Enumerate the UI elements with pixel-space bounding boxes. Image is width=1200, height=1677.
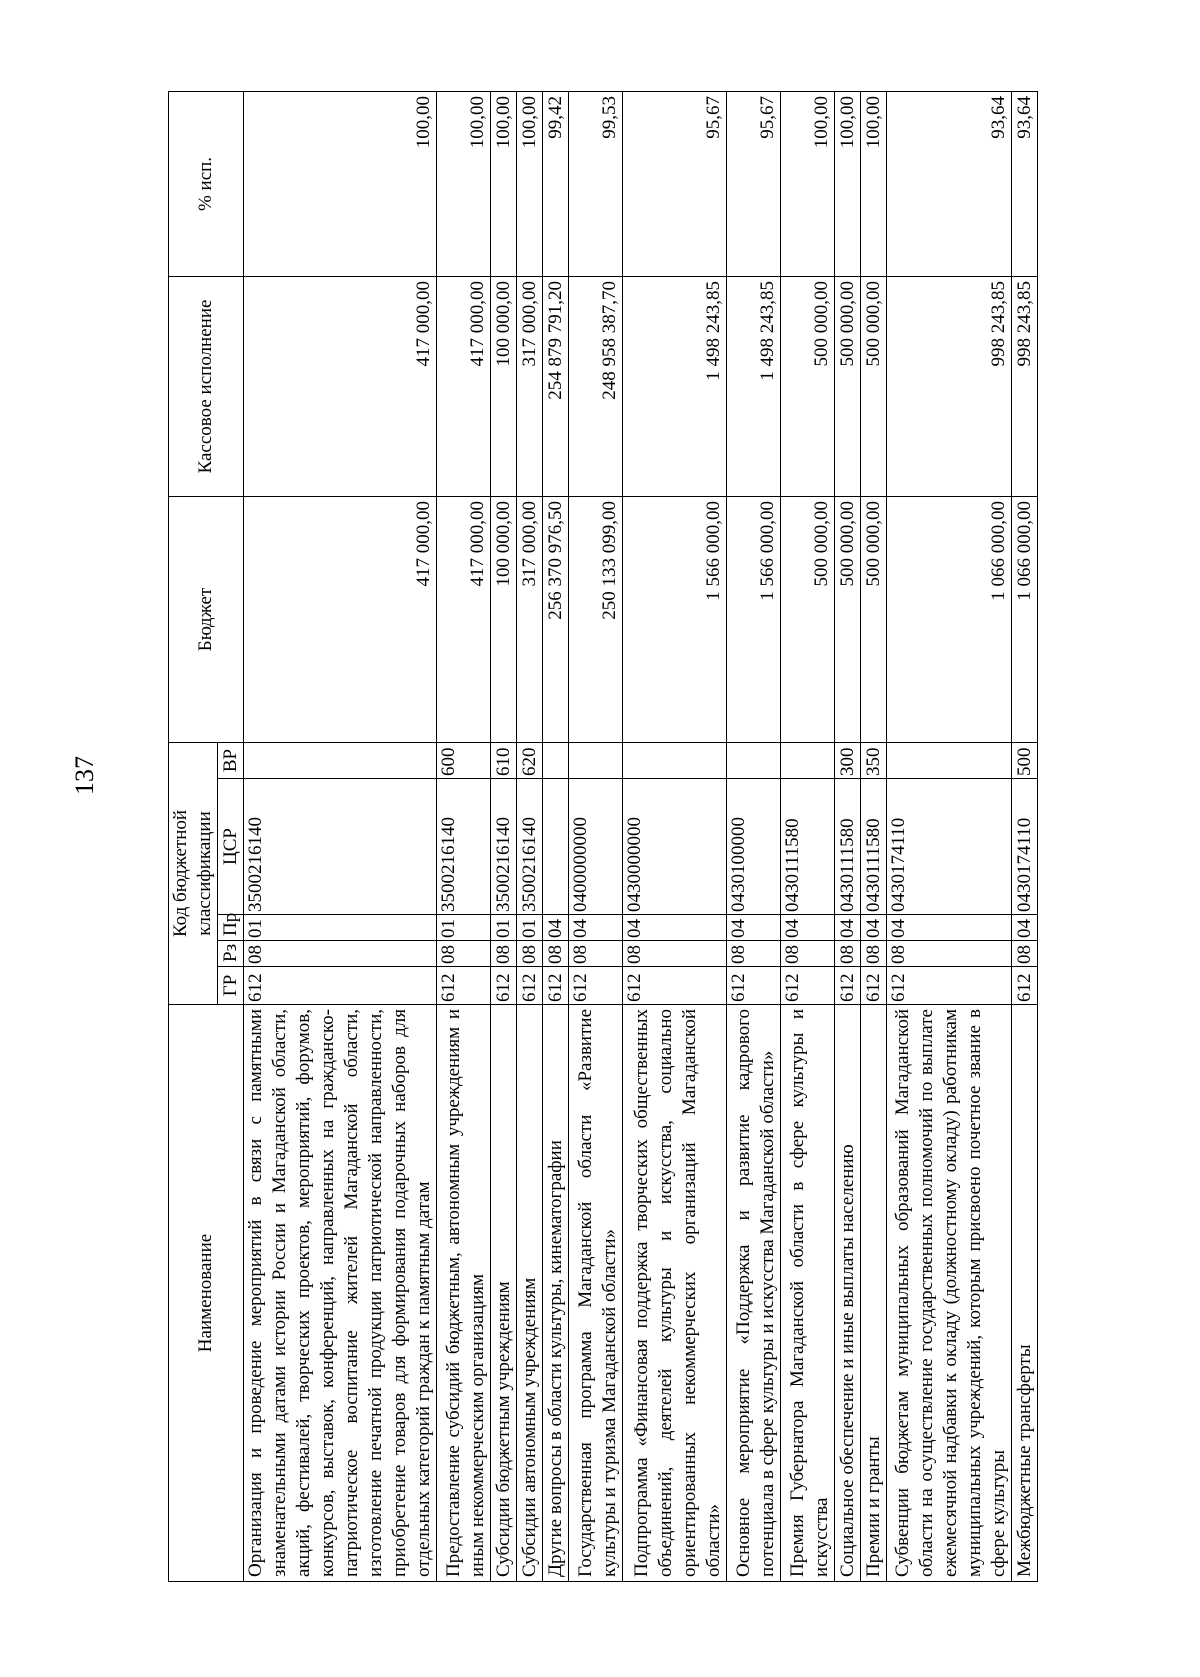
row-vr: 610 [491, 742, 517, 778]
row-budget: 256 370 976,50 [543, 496, 569, 742]
row-gr: 612 [623, 967, 727, 1005]
row-cash: 1 498 243,85 [623, 276, 727, 496]
row-cash: 417 000,00 [244, 276, 437, 496]
row-pct: 95,67 [623, 91, 727, 276]
row-budget: 250 133 099,00 [569, 496, 623, 742]
row-gr: 612 [1012, 967, 1038, 1005]
row-csr: 0430174110 [887, 779, 1012, 915]
row-pct: 100,00 [244, 91, 437, 276]
row-rz: 08 [887, 941, 1012, 967]
row-rz: 08 [244, 941, 437, 967]
row-csr: 3500216140 [491, 779, 517, 915]
row-name: Организация и проведение мероприятий в связи с памятными знаменательными датами истории России и Магаданской области, акций, фестивалей, творческих проектов, мероприятий, форумов, конкурсов, выставок, конференций, направленных на гражданско-патриотическое воспитание жителей Магаданской области, изготовление печатной продукции патриотической направленности, приобретение товаров для формирования подарочных наборов для отдельных категорий граждан к памятным датам [244, 1005, 437, 1582]
row-budget: 500 000,00 [861, 496, 887, 742]
row-budget: 417 000,00 [244, 496, 437, 742]
row-rz: 08 [727, 941, 781, 967]
row-pr: 04 [835, 915, 861, 941]
row-pct: 99,42 [543, 91, 569, 276]
row-pct: 100,00 [861, 91, 887, 276]
row-pct: 100,00 [491, 91, 517, 276]
row-budget: 500 000,00 [781, 496, 835, 742]
table-row [569, 91, 623, 1581]
row-cash: 317 000,00 [517, 276, 543, 496]
row-gr: 612 [517, 967, 543, 1005]
row-cash: 500 000,00 [781, 276, 835, 496]
table-row [244, 91, 437, 1581]
row-rz: 08 [543, 941, 569, 967]
row-pr: 01 [517, 915, 543, 941]
row-vr: 620 [517, 742, 543, 778]
row-rz: 08 [569, 941, 623, 967]
row-vr: 600 [437, 742, 491, 778]
row-budget: 500 000,00 [835, 496, 861, 742]
row-pct: 100,00 [835, 91, 861, 276]
row-csr: 3500216140 [437, 779, 491, 915]
header-vr: ВР [218, 742, 244, 778]
row-pr: 04 [861, 915, 887, 941]
header-pr: Пр [218, 915, 244, 941]
row-csr: 0430111580 [835, 779, 861, 915]
rotated-table-wrapper [168, 92, 1035, 1582]
row-cash: 248 958 387,70 [569, 276, 623, 496]
row-budget: 1 566 000,00 [623, 496, 727, 742]
table-row [491, 91, 517, 1581]
row-name: Премия Губернатора Магаданской области в сфере культуры и искусства [781, 1005, 835, 1582]
row-vr [781, 742, 835, 778]
row-csr: 0430111580 [781, 779, 835, 915]
row-name: Субсидии бюджетным учреждениям [491, 1005, 517, 1582]
row-rz: 08 [623, 941, 727, 967]
row-cash: 254 879 791,20 [543, 276, 569, 496]
page-number: 137 [70, 756, 99, 795]
row-rz: 08 [835, 941, 861, 967]
table-row [887, 91, 1012, 1581]
row-cash: 500 000,00 [835, 276, 861, 496]
header-pct: % исп. [169, 91, 244, 276]
row-name: Субвенции бюджетам муниципальных образований Магаданской области на осуществление государственных полномочий по выплате ежемесячной надбавки к окладу (должностному окладу) работникам муниципальных учреждений, которым присвоено почетное звание в сфере культуры [887, 1005, 1012, 1582]
row-pr: 04 [781, 915, 835, 941]
row-pct: 100,00 [437, 91, 491, 276]
table-row [543, 91, 569, 1581]
row-csr: 0400000000 [569, 779, 623, 915]
row-vr: 350 [861, 742, 887, 778]
row-name: Субсидии автономным учреждениям [517, 1005, 543, 1582]
row-csr: 0430100000 [727, 779, 781, 915]
header-name: Наименование [169, 1005, 244, 1582]
row-cash: 998 243,85 [1012, 276, 1038, 496]
header-rz: Рз [218, 941, 244, 967]
row-pr: 04 [623, 915, 727, 941]
table-row [727, 91, 781, 1581]
row-gr: 612 [543, 967, 569, 1005]
row-name: Основное мероприятие «Поддержка и развитие кадрового потенциала в сфере культуры и искусства Магаданской области» [727, 1005, 781, 1582]
table-row [1012, 91, 1038, 1581]
row-pr: 04 [543, 915, 569, 941]
row-vr: 300 [835, 742, 861, 778]
row-csr: 0430111580 [861, 779, 887, 915]
row-cash: 1 498 243,85 [727, 276, 781, 496]
row-csr: 0430000000 [623, 779, 727, 915]
table-row [437, 91, 491, 1581]
row-gr: 612 [781, 967, 835, 1005]
row-vr [244, 742, 437, 778]
table-row [835, 91, 861, 1581]
row-csr: 3500216140 [517, 779, 543, 915]
row-name: Подпрограмма «Финансовая поддержка творческих общественных объединений, деятелей культуры и искусства, социально ориентированных некоммерческих организаций Магаданской области» [623, 1005, 727, 1582]
row-budget: 100 000,00 [491, 496, 517, 742]
row-vr: 500 [1012, 742, 1038, 778]
row-pct: 99,53 [569, 91, 623, 276]
row-gr: 612 [727, 967, 781, 1005]
row-rz: 08 [517, 941, 543, 967]
row-rz: 08 [861, 941, 887, 967]
row-cash: 500 000,00 [861, 276, 887, 496]
row-name: Премии и гранты [861, 1005, 887, 1582]
row-name: Государственная программа Магаданской области «Развитие культуры и туризма Магаданской области» [569, 1005, 623, 1582]
row-budget: 317 000,00 [517, 496, 543, 742]
row-pct: 100,00 [781, 91, 835, 276]
row-gr: 612 [437, 967, 491, 1005]
table-row [781, 91, 835, 1581]
row-gr: 612 [491, 967, 517, 1005]
row-budget: 1 066 000,00 [887, 496, 1012, 742]
header-code-group: Код бюджетной классификации [169, 742, 218, 1004]
row-vr [543, 742, 569, 778]
row-pct: 93,64 [1012, 91, 1038, 276]
row-vr [623, 742, 727, 778]
row-pr: 01 [491, 915, 517, 941]
row-rz: 08 [491, 941, 517, 967]
table-row [861, 91, 887, 1581]
row-vr [887, 742, 1012, 778]
row-cash: 417 000,00 [437, 276, 491, 496]
row-cash: 998 243,85 [887, 276, 1012, 496]
row-budget: 417 000,00 [437, 496, 491, 742]
row-name: Социальное обеспечение и иные выплаты населению [835, 1005, 861, 1582]
header-cash: Кассовое исполнение [169, 276, 244, 496]
row-gr: 612 [835, 967, 861, 1005]
row-pr: 04 [727, 915, 781, 941]
row-pr: 04 [887, 915, 1012, 941]
header-gr: ГР [218, 967, 244, 1005]
row-vr [727, 742, 781, 778]
row-gr: 612 [861, 967, 887, 1005]
budget-table [168, 91, 1038, 1582]
row-pr: 01 [244, 915, 437, 941]
row-vr [569, 742, 623, 778]
header-budget: Бюджет [169, 496, 244, 742]
row-pct: 100,00 [517, 91, 543, 276]
table-row [517, 91, 543, 1581]
row-gr: 612 [569, 967, 623, 1005]
row-pct: 93,64 [887, 91, 1012, 276]
row-csr: 0430174110 [1012, 779, 1038, 915]
row-pr: 04 [1012, 915, 1038, 941]
row-rz: 08 [1012, 941, 1038, 967]
row-budget: 1 566 000,00 [727, 496, 781, 742]
row-gr: 612 [887, 967, 1012, 1005]
row-name: Межбюджетные трансферты [1012, 1005, 1038, 1582]
header-csr: ЦСР [218, 779, 244, 915]
row-budget: 1 066 000,00 [1012, 496, 1038, 742]
row-rz: 08 [437, 941, 491, 967]
row-name: Предоставление субсидий бюджетным, автономным учреждениям и иным некоммерческим организациям [437, 1005, 491, 1582]
row-pr: 01 [437, 915, 491, 941]
table-row [623, 91, 727, 1581]
row-csr: 3500216140 [244, 779, 437, 915]
row-name: Другие вопросы в области культуры, кинематографии [543, 1005, 569, 1582]
row-gr: 612 [244, 967, 437, 1005]
row-cash: 100 000,00 [491, 276, 517, 496]
row-rz: 08 [781, 941, 835, 967]
row-pct: 95,67 [727, 91, 781, 276]
row-csr [543, 779, 569, 915]
row-pr: 04 [569, 915, 623, 941]
